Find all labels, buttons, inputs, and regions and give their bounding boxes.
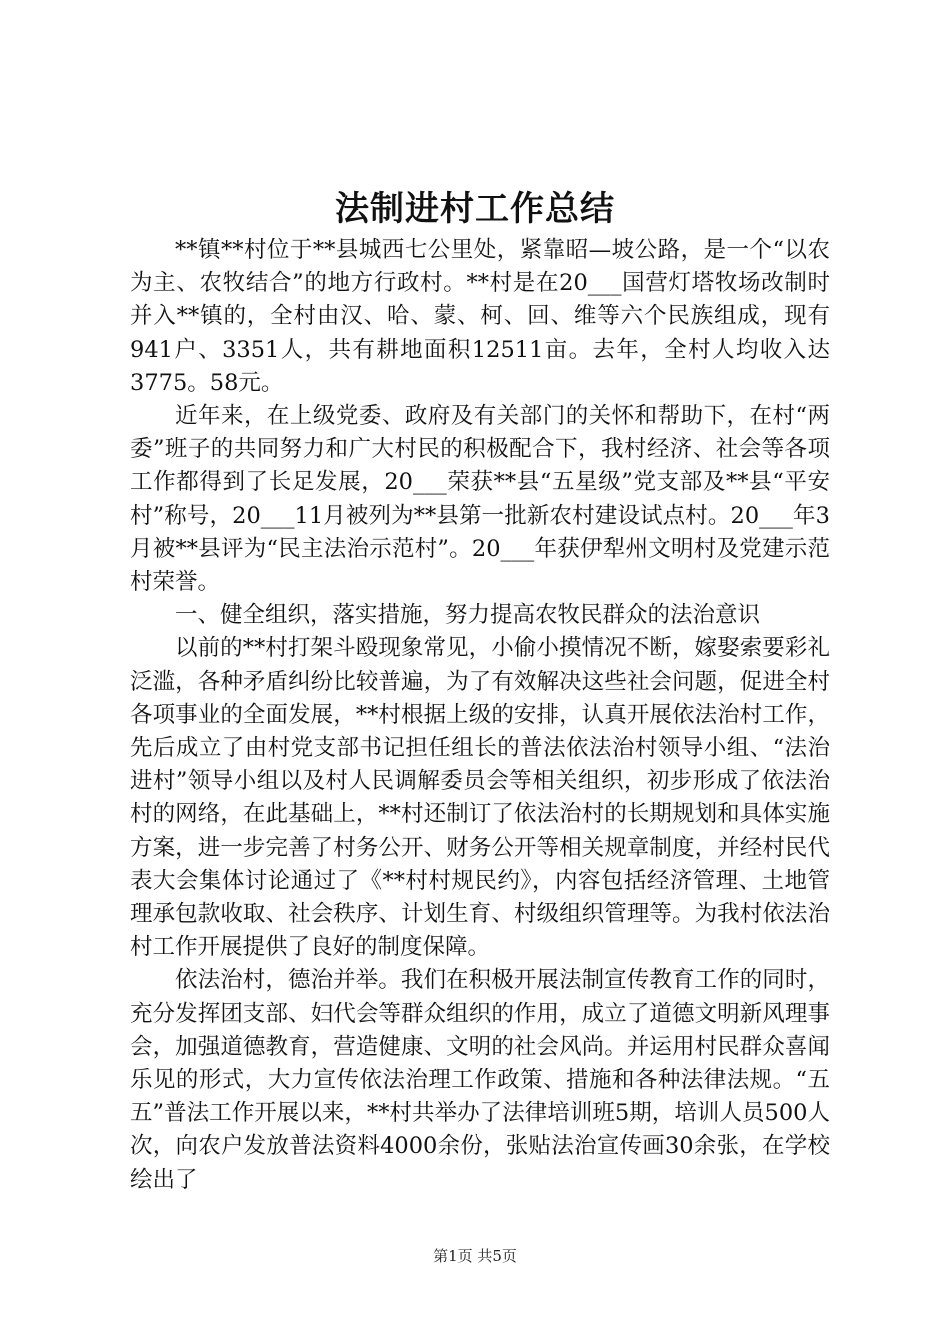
page-footer: 第1页 共5页 — [433, 1247, 517, 1265]
document-title: 法制进村工作总结 — [335, 189, 615, 229]
paragraph-village-intro: **镇**村位于**县城西七公里处，紧靠昭—坡公路，是一个“以农为主、农牧结合”的地方行政村。**村是在20___国营灯塔牧场改制时并入**镇的，全村由汉、哈、蒙、柯、回、维等六个民族组成，现有941户、3351人，共有耕地面积12511亩。去年，全村人均收入达3775。58元。 — [130, 237, 830, 396]
paragraph-rule-by-law: 依法治村，德治并举。我们在积极开展法制宣传教育工作的同时，充分发挥团支部、妇代会等群众组织的作用，成立了道德文明新风理事会，加强道德教育，营造健康、文明的社会风尚。并运用村民群众喜闻乐见的形式，大力宣传依法治理工作政策、措施和各种法律法规。“五五”普法工作开展以来，**村共举办了法律培训班5期，培训人员500人次，向农户发放普法资料4000余份，张贴法治宣传画30余张，在学校绘出了 — [130, 967, 830, 1193]
paragraph-achievements: 近年来，在上级党委、政府及有关部门的关怀和帮助下，在村“两委”班子的共同努力和广大村民的积极配合下，我村经济、社会等各项工作都得到了长足发展，20___荣获**县“五星级”党支部及**县“平安村”称号，20___11月被列为**县第一批新农村建设试点村。20___年3月被**县评为“民主法治示范村”。20___年获伊犁州文明村及党建示范村荣誉。 — [130, 403, 830, 596]
section-heading-1: 一、健全组织，落实措施，努力提高农牧民群众的法治意识 — [175, 602, 761, 629]
paragraph-organization: 以前的**村打架斗殴现象常见，小偷小摸情况不断，嫁娶索要彩礼泛滥，各种矛盾纠纷比较普遍，为了有效解决这些社会问题，促进全村各项事业的全面发展，**村根据上级的安排，认真开展依法治村工作，先后成立了由村党支部书记担任组长的普法依法治村领导小组、“法治进村”领导小组以及村人民调解委员会等相关组织，初步形成了依法治村的网络，在此基础上，**村还制订了依法治村的长期规划和具体实施方案，进一步完善了村务公开、财务公开等相关规章制度，并经村民代表大会集体讨论通过了《**村村规民约》，内容包括经济管理、土地管理承包款收取、社会秩序、计划生育、村级组织管理等。为我村依法治村工作开展提供了良好的制度保障。 — [130, 635, 830, 961]
document-body — [130, 234, 830, 1197]
